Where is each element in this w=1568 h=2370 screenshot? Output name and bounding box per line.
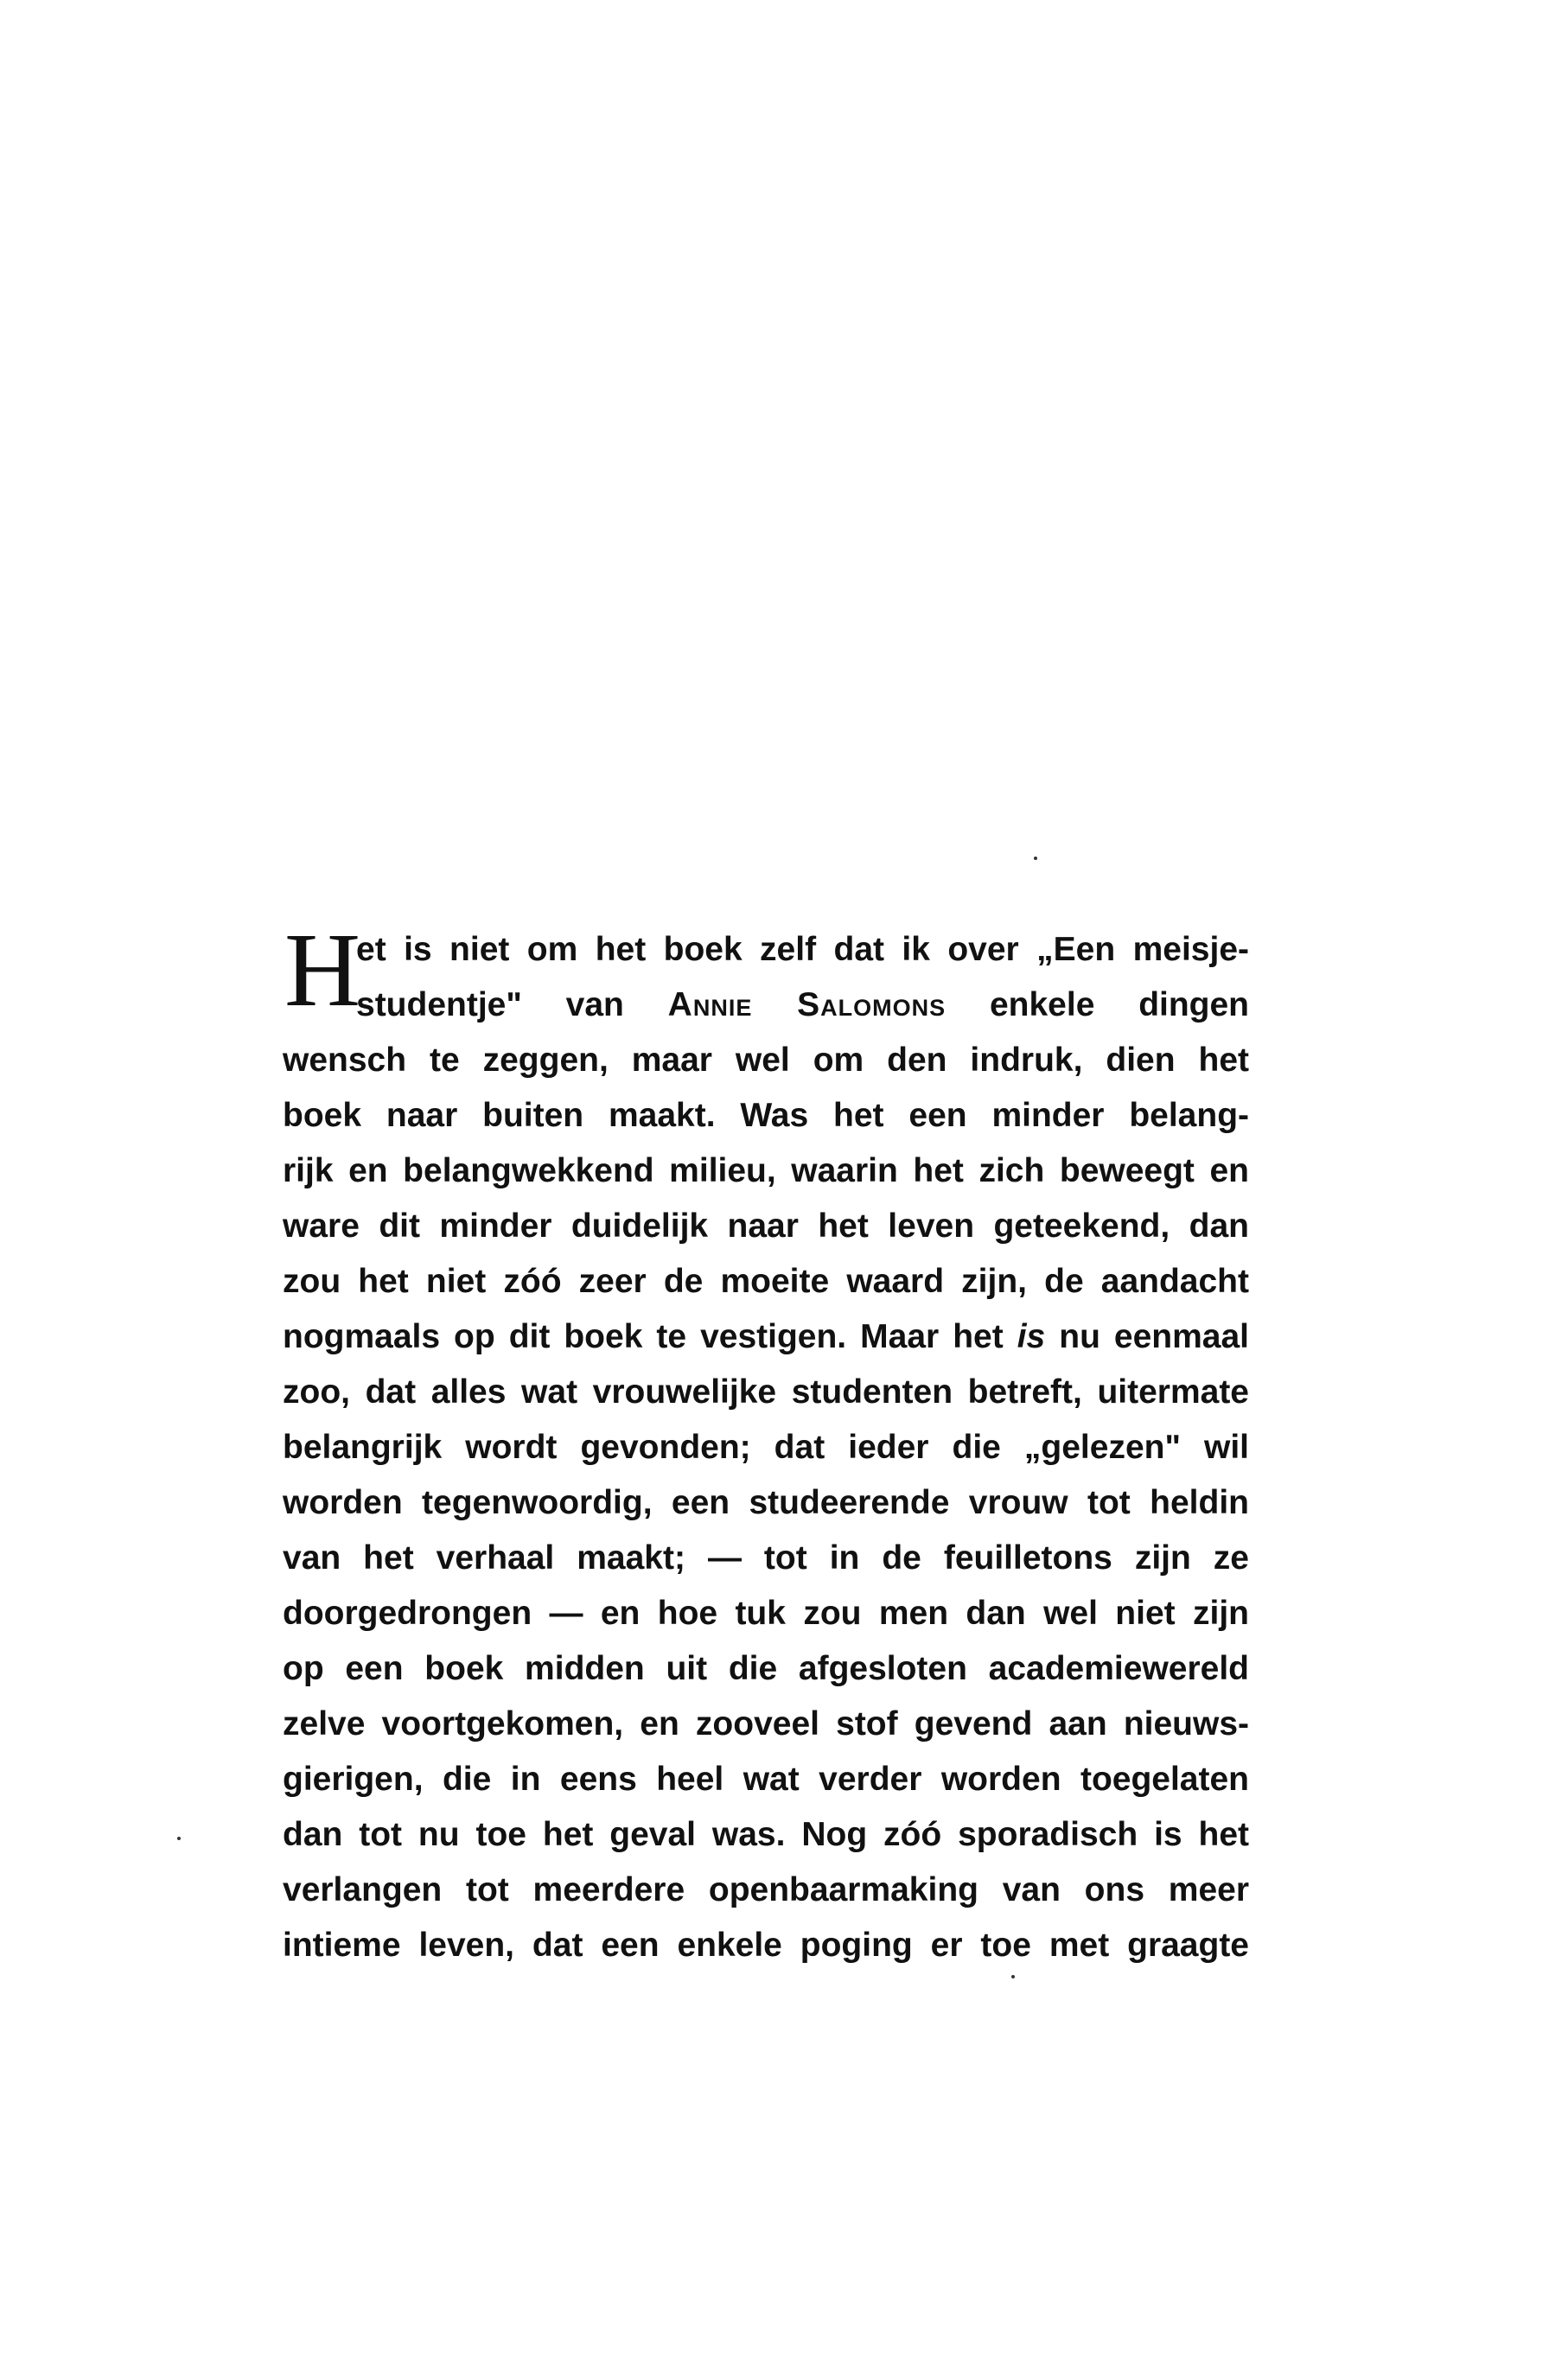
text-line: intieme leven, dat een enkele poging er toe met graagte (283, 1927, 1249, 1964)
drop-cap-initial: H (284, 912, 361, 1029)
text-line: van het verhaal maakt; — tot in de feuilletons zijn ze (283, 1539, 1249, 1577)
text-line: verlangen tot meerdere openbaarmaking van ons meer (283, 1871, 1249, 1908)
text-line (283, 1309, 1249, 1365)
text-line: et is niet om het boek zelf dat ik over „Een meisje- (356, 931, 1249, 968)
text-line: dan tot nu toe het geval was. Nog zóó sporadisch is het (283, 1816, 1249, 1853)
text-line: ware dit minder duidelijk naar het leven geteekend, dan (283, 1207, 1249, 1245)
author-name: Annie Salomons (667, 986, 947, 1023)
print-speck (177, 1837, 181, 1840)
text-line: belangrijk wordt gevonden; dat ieder die „gelezen" wil (283, 1429, 1249, 1466)
print-speck (1011, 1975, 1015, 1978)
text-line: zelve voortgekomen, en zooveel stof gevend aan nieuws- (283, 1705, 1249, 1742)
text-line: boek naar buiten maakt. Was het een minder belang- (283, 1097, 1249, 1134)
text-line: rijk en belangwekkend milieu, waarin het zich beweegt en (283, 1152, 1249, 1189)
text-line: worden tegenwoordig, een studeerende vrouw tot heldin (283, 1484, 1249, 1521)
text-span: nogmaals op dit boek te vestigen. Maar het (283, 1318, 1017, 1355)
text-line: wensch te zeggen, maar wel om den indruk, dien het (283, 1042, 1249, 1079)
text-line (356, 978, 1249, 1033)
text-span: enkele dingen (946, 986, 1250, 1023)
text-line: zou het niet zóó zeer de moeite waard zijn, de aandacht (283, 1263, 1249, 1300)
text-line: zoo, dat alles wat vrouwelijke studenten betreft, uitermate (283, 1373, 1249, 1411)
text-line: doorgedrongen — en hoe tuk zou men dan wel niet zijn (283, 1595, 1249, 1632)
print-speck (1034, 857, 1037, 860)
text-span: nu eenmaal (1045, 1318, 1249, 1355)
text-line: gierigen, die in eens heel wat verder worden toegelaten (283, 1761, 1249, 1798)
italic-emphasis: is (1017, 1318, 1046, 1355)
text-span: studentje" van (356, 986, 668, 1023)
text-line: op een boek midden uit die afgesloten academiewereld (283, 1650, 1249, 1687)
